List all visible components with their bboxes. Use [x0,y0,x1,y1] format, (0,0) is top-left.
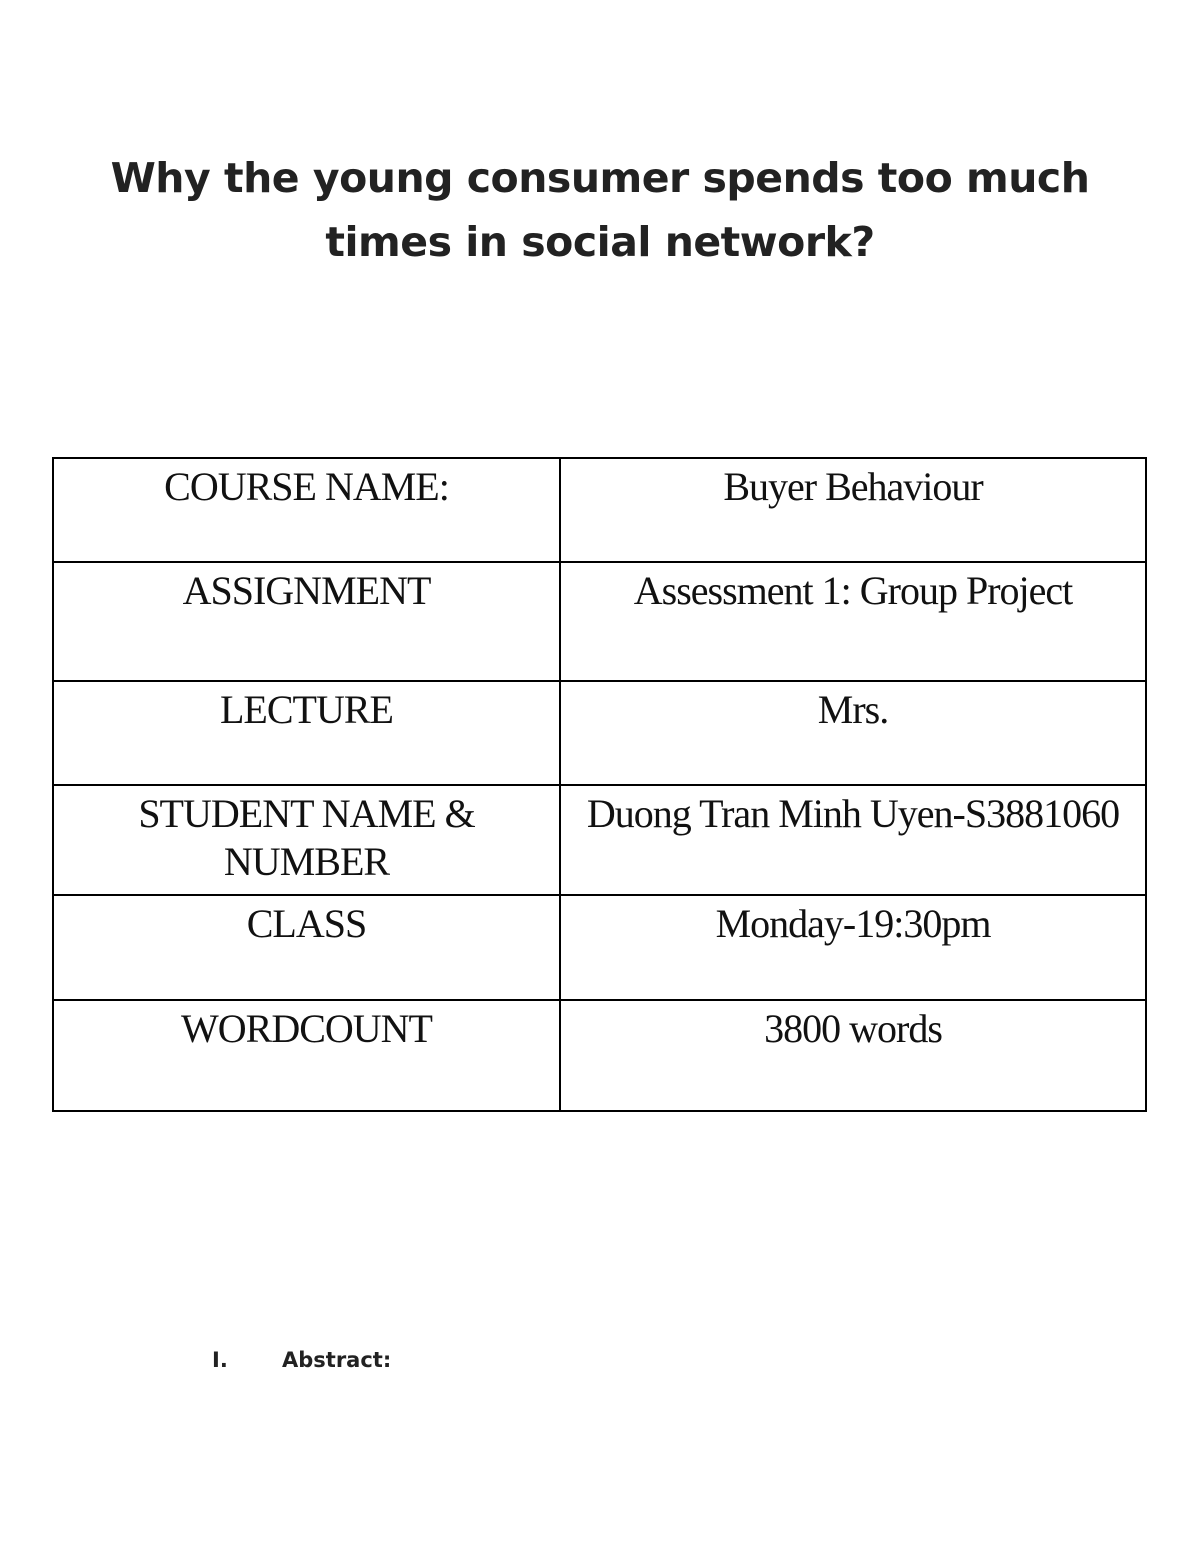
title-line-1: Why the young consumer spends too much [110,154,1090,202]
row-value: Assessment 1: Group Project [560,562,1146,681]
table-row-lecture [53,681,1146,785]
row-label: WORDCOUNT [53,1000,560,1111]
section-title: Abstract: [282,1348,392,1372]
table-row-assignment [53,562,1146,681]
row-value: Duong Tran Minh Uyen-S3881060 [560,785,1146,895]
table-row-class [53,895,1146,1000]
row-value: 3800 words [560,1000,1146,1111]
table-row-course [53,458,1146,562]
title-line-2: times in social network? [325,218,875,266]
row-value: Mrs. [560,681,1146,785]
row-label: STUDENT NAME & NUMBER [53,785,560,895]
row-value: Buyer Behaviour [560,458,1146,562]
row-label: COURSE NAME: [53,458,560,562]
document-title [0,146,1200,274]
row-label: LECTURE [53,681,560,785]
assignment-info-table [52,457,1147,1112]
table-row-wordcount [53,1000,1146,1111]
row-value: Monday-19:30pm [560,895,1146,1000]
row-label: CLASS [53,895,560,1000]
table-row-student [53,785,1146,895]
section-number: I. [212,1348,228,1372]
row-label: ASSIGNMENT [53,562,560,681]
